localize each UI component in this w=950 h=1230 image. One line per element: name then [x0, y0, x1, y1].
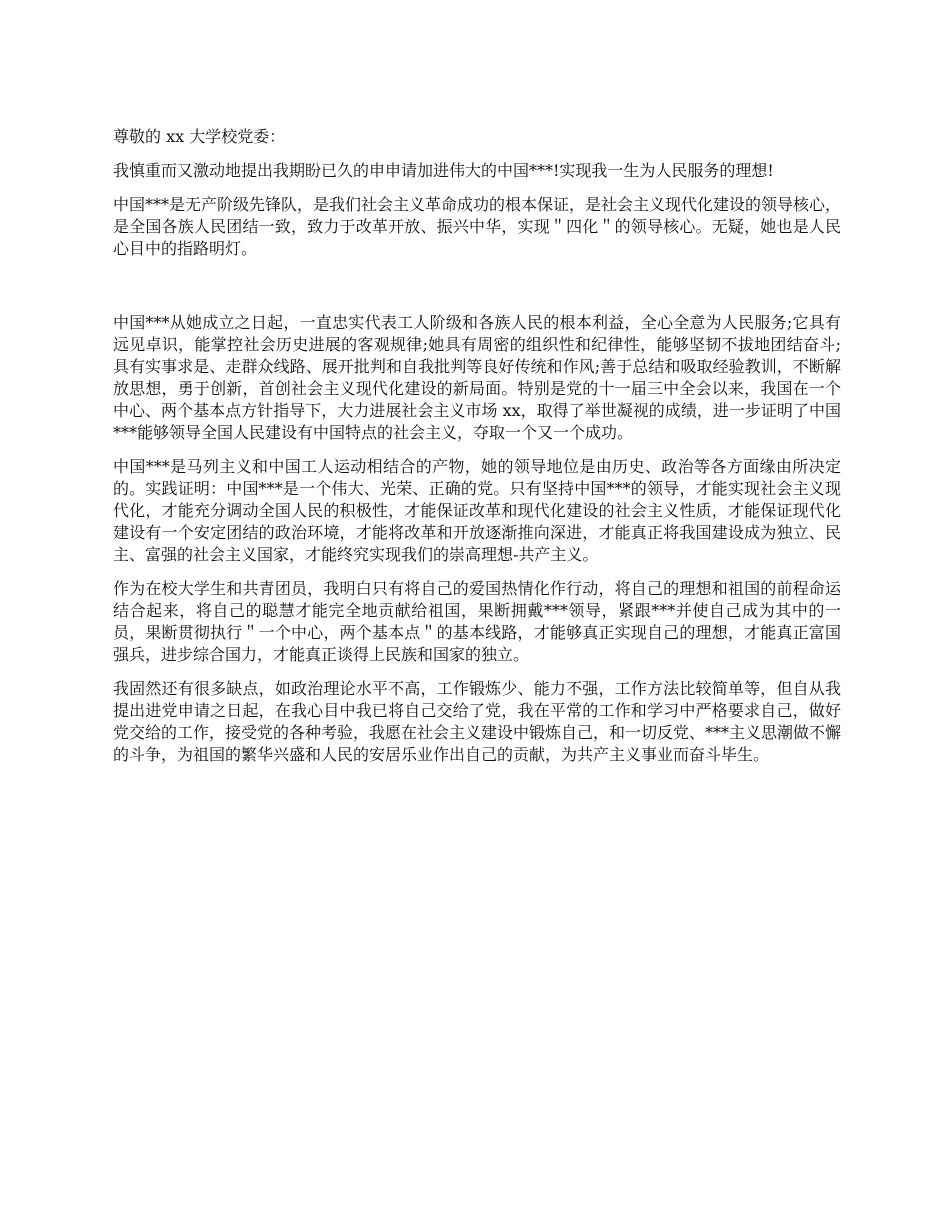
salutation: 尊敬的 xx 大学校党委： — [113, 127, 286, 146]
paragraph-self-assessment: 我固然还有很多缺点，如政治理论水平不高，工作锻炼少、能力不强，工作方法比较简单等，但自从我提出进党申请之日起，在我心目中我已将自己交给了党，我在平常的工作和学习中严格要求自己，做好党交给的工作，接受党的各种考验，我愿在社会主义建设中锻炼自己，和一切反党、***主义思潮做不懈的斗争，为祖国的繁华兴盛和人民的安居乐业作出自己的贡献，为共产主义事业而奋斗毕生。 — [113, 679, 842, 764]
paragraph-party-role: 中国***是无产阶级先锋队，是我们社会主义革命成功的根本保证，是社会主义现代化建设的领导核心，是全国各族人民团结一致，致力于改革开放、振兴中华，实现＂四化＂的领导核心。无疑，她也是人民心目中的指路明灯。 — [113, 195, 842, 258]
paragraph-party-leadership: 中国***是马列主义和中国工人运动相结合的产物，她的领导地位是由历史、政治等各方面缘由所决定的。实践证明：中国***是一个伟大、光荣、正确的党。只有坚持中国***的领导，才能实现社会主义现代化，才能充分调动全国人民的积极性，才能保证改革和现代化建设的社会主义性质，才能保证现代化建设有一个安定团结的政治环境，才能将改革和开放逐渐推向深进，才能真正将我国建设成为独立、民主、富强的社会主义国家，才能终究实现我们的崇高理想-共产主义。 — [113, 457, 841, 564]
paragraph-personal-commitment: 作为在校大学生和共青团员，我明白只有将自己的爱国热情化作行动，将自己的理想和祖国的前程命运结合起来，将自己的聪慧才能完全地贡献给祖国，果断拥戴***领导，紧跟***并使自己成为其中的一员，果断贯彻执行＂一个中心，两个基本点＂的基本线路，才能够真正实现自己的理想，才能真正富国强兵，进步综合国力，才能真正谈得上民族和国家的独立。 — [113, 579, 841, 664]
paragraph-party-history: 中国***从她成立之日起，一直忠实代表工人阶级和各族人民的根本利益，全心全意为人民服务;它具有远见卓识，能掌控社会历史进展的客观规律;她具有周密的组织性和纪律性，能够坚韧不拔地团结奋斗;具有实事求是、走群众线路、展开批判和自我批判等良好传统和作风;善于总结和吸取经验教训，不断解放思想，勇于创新，首创社会主义现代化建设的新局面。特别是党的十一届三中全会以来，我国在一个中心、两个基本点方针指导下，大力进展社会主义市场 xx，取得了举世凝视的成绩，进一步证明了中国***能够领导全国人民建设有中国特点的社会主义，夺取一个又一个成功。 — [113, 313, 841, 442]
paragraph-intro: 我慎重而又激动地提出我期盼已久的申申请加进伟大的中国***!实现我一生为人民服务的理想! — [113, 161, 774, 180]
paragraph-spacer — [113, 272, 841, 312]
letter-document — [113, 126, 841, 778]
